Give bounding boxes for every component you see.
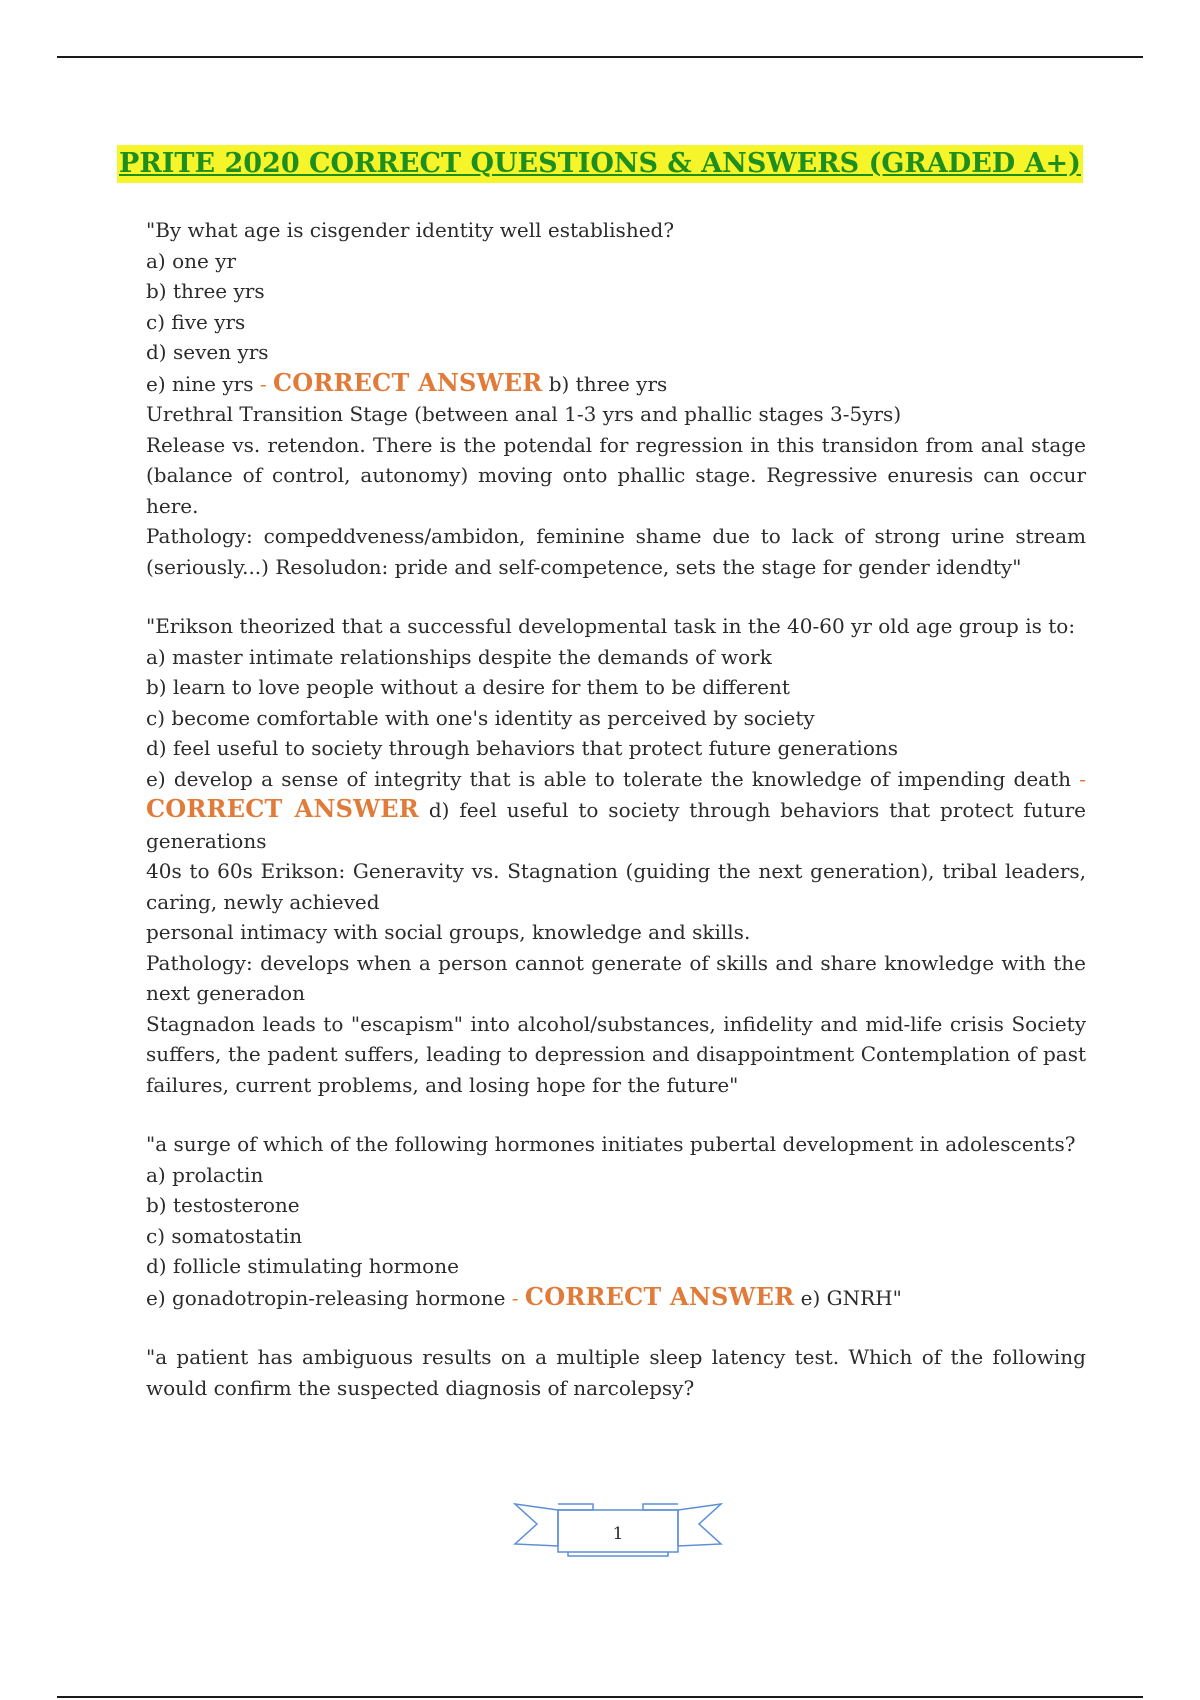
question-text: "Erikson theorized that a successful developmental task in the 40-60 yr old age group is to: [146, 614, 1076, 638]
correct-answer-label: CORRECT ANSWER [272, 367, 543, 397]
explanation-paragraph: Pathology: compeddveness/ambidon, feminine shame due to lack of strong urine stream (seriously...) Resoludon: pride and self-competence, sets the stage for gender idendty" [146, 524, 1086, 579]
answer-option: d) feel useful to society through behaviors that protect future generations [146, 736, 899, 760]
answer-option: c) become comfortable with one's identity as perceived by society [146, 705, 815, 730]
answer-option: e) nine yrs [146, 371, 260, 396]
answer-option: e) gonadotropin-releasing hormone [146, 1285, 512, 1310]
explanation-paragraph: Pathology: develops when a person cannot generate of skills and share knowledge with the next generadon [146, 950, 1086, 1005]
page-footer-banner [513, 1494, 723, 1558]
answer-option: a) master intimate relationships despite the demands of work [146, 644, 772, 669]
answer-line: e) develop a sense of integrity that is able to tolerate the knowledge of impending death - CORRECT ANSWER d) feel useful to society through behaviors that protect future generations [146, 766, 1087, 853]
page-title: PRITE 2020 CORRECT QUESTIONS & ANSWERS (GRADED A+) [117, 145, 1083, 183]
document-body [146, 215, 1086, 1403]
footer-rule [57, 1696, 1143, 1698]
question-block [146, 1129, 1086, 1313]
correct-answer-value: b) three yrs [542, 371, 668, 396]
correct-answer-value: e) GNRH" [794, 1285, 902, 1310]
correct-answer-value: d) feel useful to society through behaviors that protect future generations [146, 798, 1087, 853]
question-text: "a patient has ambiguous results on a multiple sleep latency test. Which of the following would confirm the suspected diagnosis of narcolepsy? [146, 1345, 1086, 1400]
question-block [146, 611, 1086, 1100]
answer-option: a) prolactin [146, 1162, 264, 1187]
question-text: "a surge of which of the following hormones initiates pubertal development in adolescents? [146, 1132, 1076, 1156]
explanation-paragraph: Release vs. retendon. There is the potendal for regression in this transidon from anal stage (balance of control, autonomy) moving onto phallic stage. Regressive enuresis can occur here. [146, 432, 1086, 518]
answer-option: c) somatostatin [146, 1223, 303, 1248]
answer-option: e) develop a sense of integrity that is able to tolerate the knowledge of impending death [146, 766, 1080, 791]
explanation-paragraph: 40s to 60s Erikson: Generavity vs. Stagnation (guiding the next generation), tribal leaders, caring, newly achieved [146, 859, 1086, 914]
answer-option: b) testosterone [146, 1193, 300, 1217]
title-wrap [0, 145, 1200, 183]
answer-option: a) one yr [146, 248, 237, 273]
answer-option: c) five yrs [146, 309, 246, 334]
answer-line: e) gonadotropin-releasing hormone - CORRECT ANSWER e) GNRH" [146, 1281, 902, 1311]
question-block [146, 215, 1086, 582]
explanation-paragraph: Stagnadon leads to "escapism" into alcohol/substances, infidelity and mid-life crisis Society suffers, the padent suffers, leading to depression and disappointment Contemplation of past failures, current problems, and losing hope for the future" [146, 1011, 1086, 1097]
correct-answer-label: CORRECT ANSWER [524, 1281, 795, 1311]
answer-line: e) nine yrs - CORRECT ANSWER b) three yrs [146, 367, 668, 397]
question-text: "By what age is cisgender identity well established? [146, 218, 675, 242]
answer-option: d) follicle stimulating hormone [146, 1254, 459, 1278]
correct-answer-label: CORRECT ANSWER [146, 794, 419, 823]
header-rule [57, 56, 1143, 58]
page-number: 1 [612, 1524, 624, 1544]
answer-option: d) seven yrs [146, 340, 269, 364]
answer-option: b) learn to love people without a desire for them to be different [146, 675, 790, 699]
explanation-paragraph: Urethral Transition Stage (between anal 1-3 yrs and phallic stages 3-5yrs) [146, 402, 902, 426]
answer-option: b) three yrs [146, 279, 265, 303]
question-block [146, 1342, 1086, 1403]
explanation-paragraph: personal intimacy with social groups, knowledge and skills. [146, 920, 751, 944]
